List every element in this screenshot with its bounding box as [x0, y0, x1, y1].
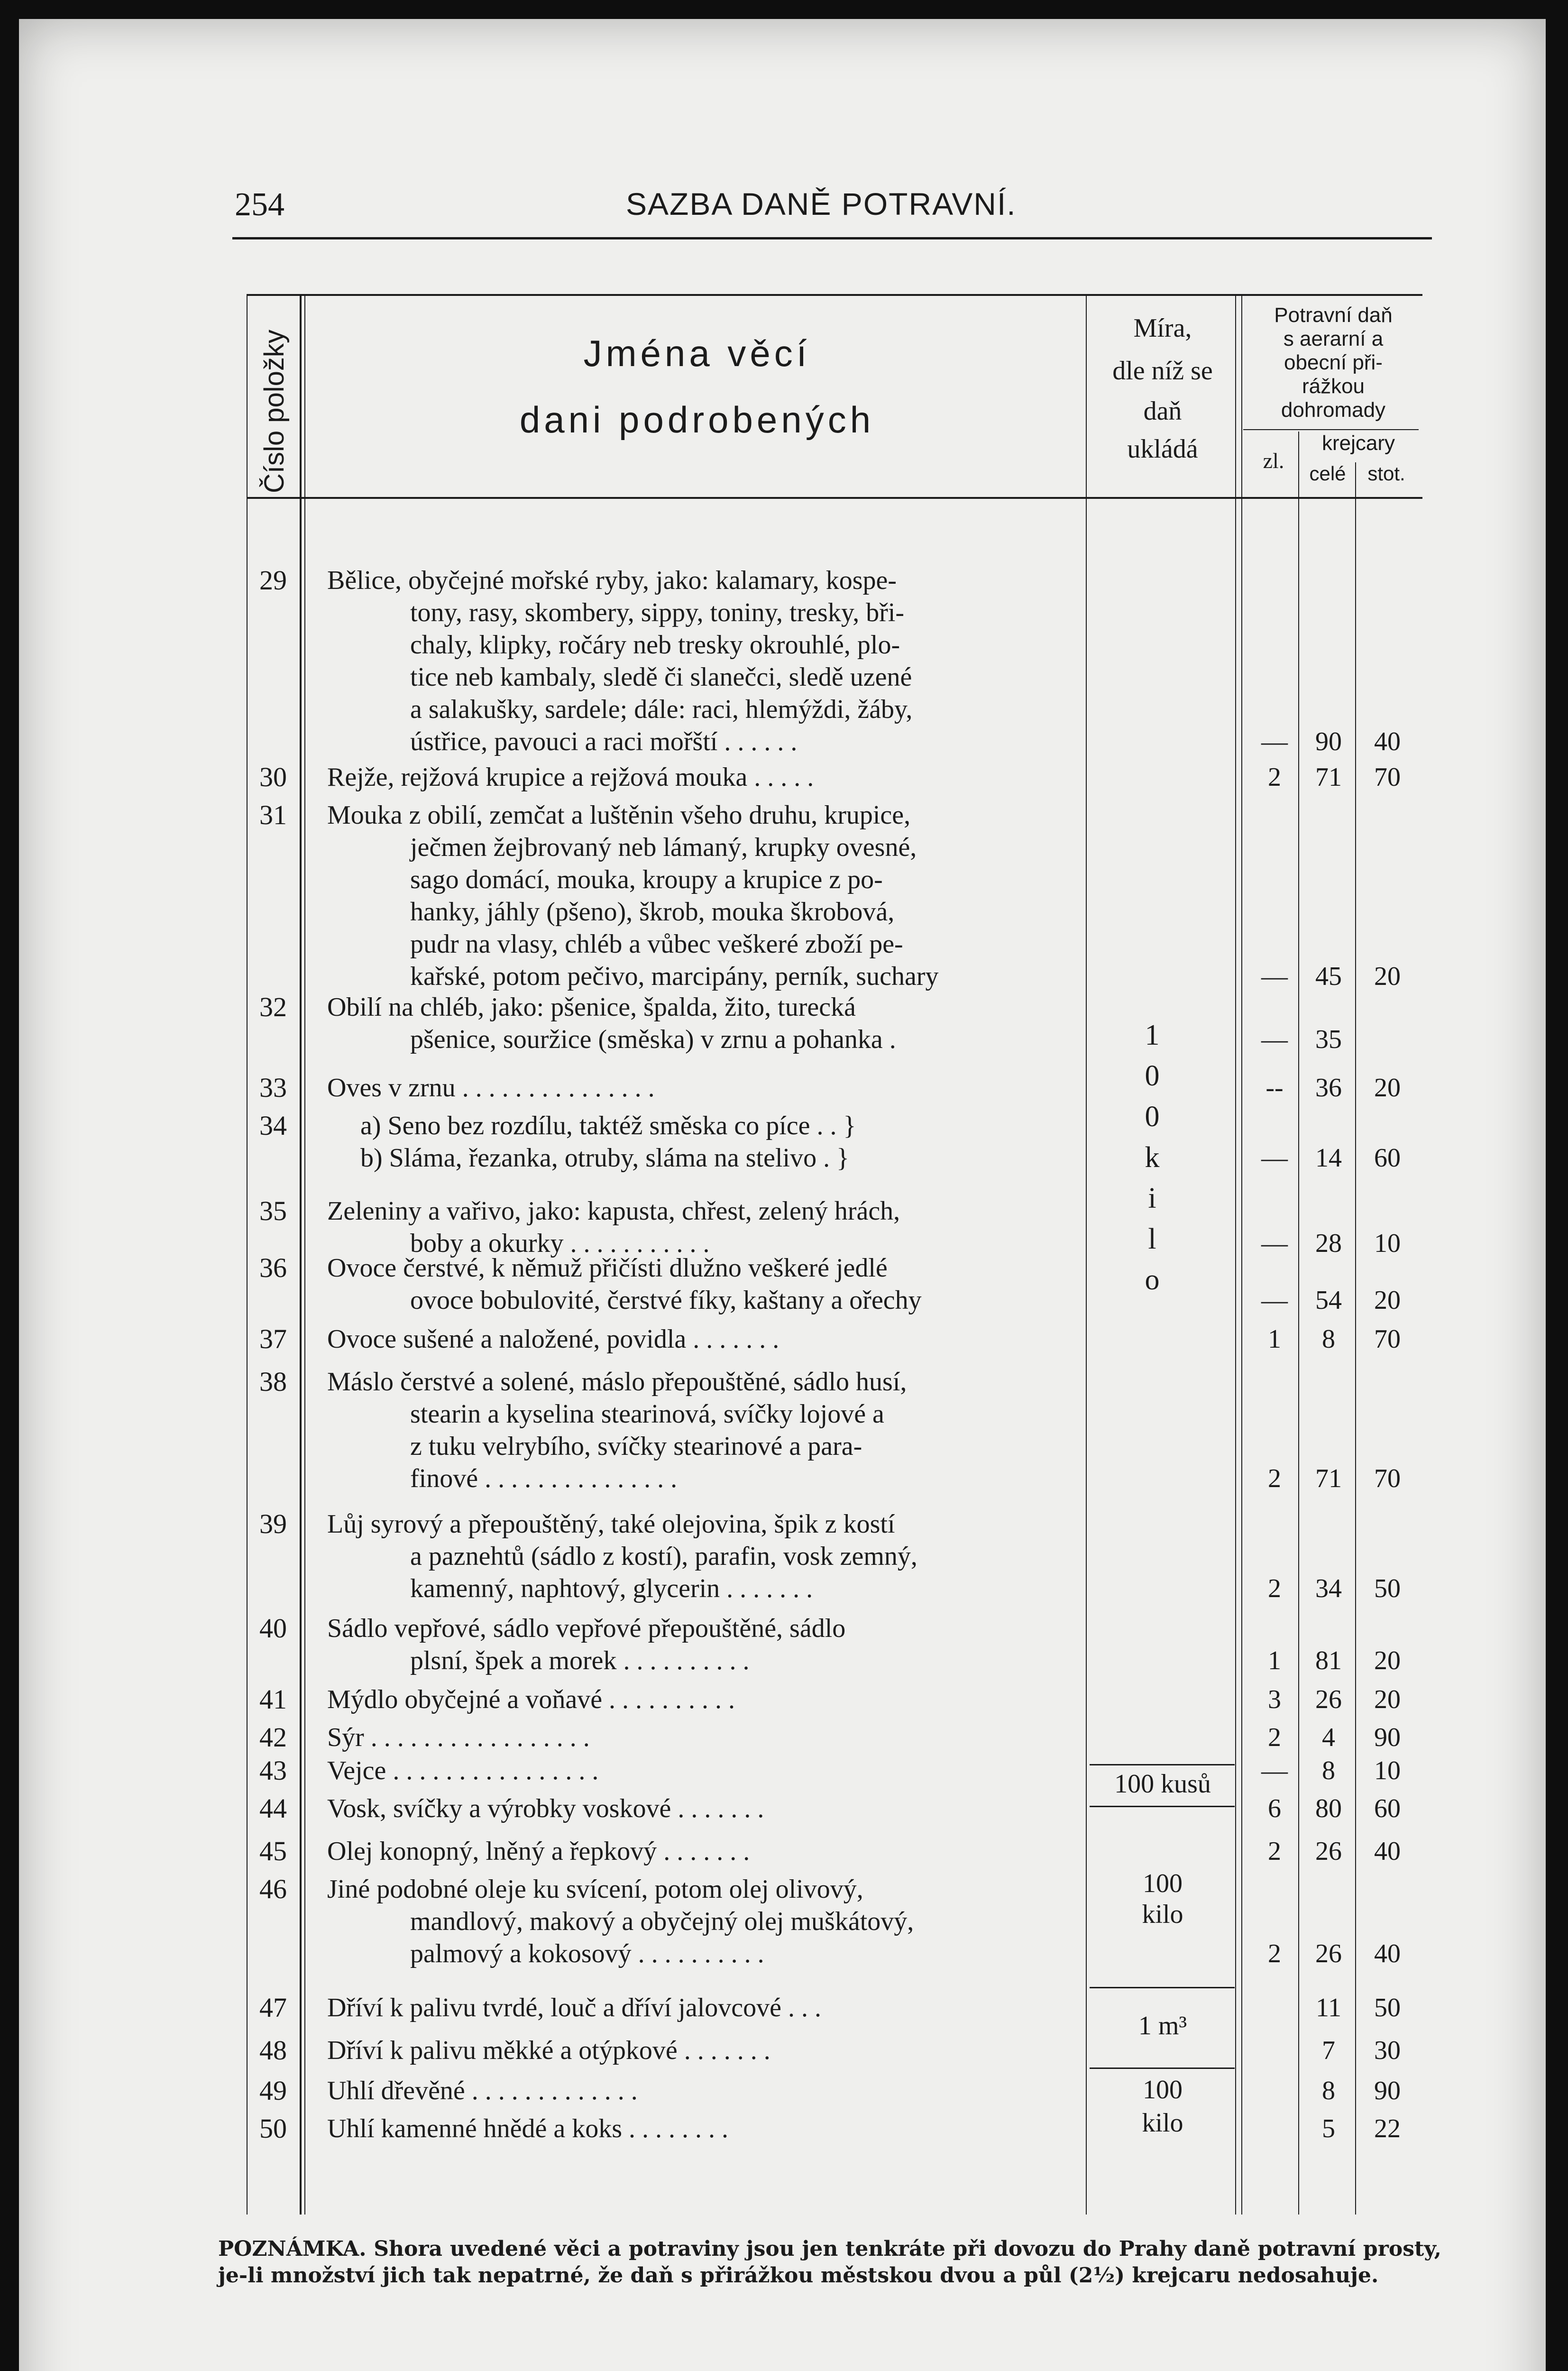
item-text-line: Vejce . . . . . . . . . . . . . . . . — [327, 1756, 599, 1785]
item-text-line: ovoce bobulovité, čerstvé fíky, kaštany a ořechy — [410, 1286, 922, 1315]
measure-100: 100 — [1143, 1869, 1183, 1898]
table-row — [247, 1366, 1422, 1495]
tax-kr-value: 36 — [1315, 1073, 1342, 1103]
table-row — [247, 1110, 1422, 1174]
tax-zl-value: -- — [1265, 1073, 1284, 1103]
item-text-line: pšenice, souržice (směska) v zrnu a pohanka . — [410, 1025, 896, 1054]
tax-zl-value: 2 — [1268, 763, 1281, 792]
tax-zl-value: 2 — [1268, 1939, 1281, 1968]
tax-col-krejcary: krejcary — [1321, 432, 1395, 455]
table-row — [247, 1252, 1422, 1316]
measure-100: 100 — [1143, 2075, 1183, 2104]
tax-zl-value: — — [1261, 1025, 1288, 1054]
item-number: 40 — [259, 1613, 287, 1644]
measure-char: 1 — [1145, 1019, 1160, 1051]
measure-char: o — [1145, 1264, 1160, 1296]
item-number: 30 — [259, 762, 287, 792]
table-row — [247, 1683, 1422, 1716]
item-text-line: ječmen žejbrovaný neb lámaný, krupky ovesné, — [410, 833, 917, 862]
item-text-line: palmový a kokosový . . . . . . . . . . — [410, 1939, 764, 1968]
item-number: 45 — [259, 1836, 287, 1866]
item-text-line: hanky, jáhly (pšeno), škrob, mouka škrobová, — [410, 897, 895, 927]
item-text-line: stearin a kyselina stearinová, svíčky lojové a — [410, 1399, 884, 1429]
item-number: 32 — [259, 992, 287, 1022]
table-row — [247, 2113, 1422, 2145]
tax-zl-value: 2 — [1268, 1574, 1281, 1603]
tax-zl-value: 2 — [1268, 1723, 1281, 1752]
item-text-line: Jiné podobné oleje ku svícení, potom olej olivový, — [327, 1875, 863, 1904]
item-text-line: Olej konopný, lněný a řepkový . . . . . . . — [327, 1837, 750, 1866]
tax-kr-value: 45 — [1315, 962, 1342, 991]
tax-kr-value: 8 — [1322, 1756, 1335, 1785]
tax-zl-value: — — [1261, 1229, 1288, 1258]
footnote: POZNÁMKA. Shora uvedené věci a potraviny jsou jen tenkráte při dovozu do Prahy daně potravní prosty, je-li množství jich tak nepatrné, že daň s přirážkou městskou dvou a půl (2½) krejcaru nedosahuje. — [218, 2237, 1441, 2288]
tax-st-value: 50 — [1374, 1993, 1401, 2022]
tax-header-l3: obecní při- — [1284, 351, 1383, 374]
table-row — [247, 1195, 1422, 1259]
tax-kr-value: 54 — [1315, 1286, 1342, 1315]
page-number: 254 — [235, 186, 284, 223]
tax-st-value: 40 — [1374, 1837, 1401, 1866]
names-header-line2: dani podrobených — [519, 399, 875, 441]
item-text-line: Ovoce sušené a naložené, povidla . . . . . . . — [327, 1324, 779, 1354]
item-number: 39 — [259, 1508, 287, 1539]
item-text-line: chaly, klipky, ročáry neb tresky okrouhlé, plo- — [410, 630, 900, 660]
tax-zl-value: — — [1261, 1143, 1288, 1173]
table-row — [247, 1755, 1422, 1787]
item-text-line: plsní, špek a morek . . . . . . . . . . — [410, 1646, 750, 1675]
table-row — [247, 1873, 1422, 1970]
measure-header-l3: daň — [1143, 396, 1182, 426]
tax-zl-value: — — [1261, 727, 1288, 756]
item-text-line: Mýdlo obyčejné a voňavé . . . . . . . . . . — [327, 1685, 735, 1714]
item-text-line: Uhlí kamenné hnědé a koks . . . . . . . . — [327, 2114, 729, 2143]
tax-header-l4: rážkou — [1302, 375, 1365, 398]
tax-st-value: 60 — [1374, 1794, 1401, 1823]
measure-char: i — [1148, 1182, 1156, 1214]
measure-kilo: kilo — [1142, 1900, 1183, 1929]
page-paper — [19, 19, 1546, 2371]
tax-header-l1: Potravní daň — [1274, 303, 1393, 327]
tax-header-l5: dohromady — [1281, 398, 1386, 422]
tax-header-rule — [1243, 429, 1419, 430]
item-number: 44 — [259, 1793, 287, 1824]
tax-kr-value: 81 — [1315, 1646, 1342, 1675]
item-text-line: z tuku velrybího, svíčky stearinové a para- — [410, 1432, 862, 1461]
item-text-line: Rejže, rejžová krupice a rejžová mouka . . . . . — [327, 763, 814, 792]
measure-rule — [1090, 2068, 1235, 2069]
tax-kr-value: 8 — [1322, 1324, 1335, 1354]
tax-kr-value: 5 — [1322, 2114, 1335, 2143]
item-number: 29 — [259, 565, 287, 596]
tax-st-value: 10 — [1374, 1229, 1401, 1258]
tax-kr-value: 34 — [1315, 1574, 1342, 1603]
measure-header-l1: Míra, — [1133, 313, 1192, 343]
item-text-line: Ovoce čerstvé, k němuž přičísti dlužno veškeré jedlé — [327, 1253, 888, 1283]
names-header-line1: Jména věcí — [583, 332, 811, 374]
item-text-line: pudr na vlasy, chléb a vůbec veškeré zboží pe- — [410, 929, 903, 959]
table-row — [247, 564, 1422, 758]
measure-header-l2: dle níž se — [1112, 356, 1213, 386]
item-text-line: Dříví k palivu měkké a otýpkové . . . . . . . — [327, 2036, 770, 2065]
tax-kr-value: 35 — [1315, 1025, 1342, 1054]
item-text-line: Lůj syrový a přepouštěný, také olejovina, špik z kostí — [327, 1509, 895, 1539]
tax-kr-value: 7 — [1322, 2036, 1335, 2065]
measure-100-kusu: 100 kusů — [1114, 1769, 1211, 1799]
tax-zl-value: — — [1261, 1756, 1288, 1785]
table-row — [247, 1508, 1422, 1605]
tax-kr-value: 80 — [1315, 1794, 1342, 1823]
tax-header-l2: s aerarní a — [1283, 327, 1384, 350]
item-text-line: kařské, potom pečivo, marcipány, perník, suchary — [410, 962, 939, 991]
tax-st-value: 20 — [1374, 1286, 1401, 1315]
item-text-line: Sýr . . . . . . . . . . . . . . . . . — [327, 1723, 590, 1752]
tax-st-value: 70 — [1374, 1324, 1401, 1354]
table-row — [247, 1835, 1422, 1867]
item-number: 35 — [259, 1195, 287, 1226]
item-text-line: tice neb kambaly, sledě či slanečci, sledě uzené — [410, 662, 912, 692]
item-text-line: a salakušky, sardele; dále: raci, hlemýždi, žáby, — [410, 695, 913, 724]
item-text-line: Uhlí dřevěné . . . . . . . . . . . . . — [327, 2076, 638, 2105]
tax-st-value: 60 — [1374, 1143, 1401, 1173]
item-text-line: mandlový, makový a obyčejný olej muškátový, — [410, 1907, 914, 1936]
measure-rule — [1090, 1987, 1235, 1988]
measure-kilo: kilo — [1142, 2108, 1183, 2138]
item-number: 49 — [259, 2075, 287, 2106]
tax-st-value: 20 — [1374, 1073, 1401, 1103]
tax-zl-value: 3 — [1268, 1685, 1281, 1714]
tax-kr-value: 71 — [1315, 1464, 1342, 1493]
item-text-line: Vosk, svíčky a výrobky voskové . . . . . . . — [327, 1794, 764, 1823]
tax-st-value: 70 — [1374, 1464, 1401, 1493]
item-text-line: Sádlo vepřové, sádlo vepřové přepouštěné, sádlo — [327, 1614, 846, 1643]
tax-zl-value: 1 — [1268, 1324, 1281, 1354]
tax-st-value: 90 — [1374, 2076, 1401, 2105]
item-text-line: sago domácí, mouka, kroupy a krupice z po- — [410, 865, 883, 894]
measure-char: k — [1145, 1141, 1160, 1174]
table-row — [247, 761, 1422, 793]
table-row — [247, 1612, 1422, 1677]
tax-kr-value: 90 — [1315, 727, 1342, 756]
tax-st-value: 20 — [1374, 1685, 1401, 1714]
tax-kr-value: 4 — [1322, 1723, 1335, 1752]
tax-st-value: 22 — [1374, 2114, 1401, 2143]
item-text-line: kamenný, naphtový, glycerin . . . . . . . — [410, 1574, 813, 1603]
table-row — [247, 1323, 1422, 1355]
tax-zl-value: — — [1261, 1286, 1288, 1315]
item-text-line: b) Sláma, řezanka, otruby, sláma na stelivo . } — [360, 1143, 849, 1173]
measure-char: l — [1148, 1223, 1156, 1255]
tax-st-value: 50 — [1374, 1574, 1401, 1603]
item-number: 43 — [259, 1755, 287, 1786]
item-text-line: Zeleniny a vařivo, jako: kapusta, chřest, zelený hrách, — [327, 1196, 900, 1226]
item-text-line: Dříví k palivu tvrdé, louč a dříví jalovcové . . . — [327, 1993, 821, 2022]
measure-header-l4: ukládá — [1127, 434, 1198, 464]
tax-kr-value: 26 — [1315, 1685, 1342, 1714]
tax-kr-value: 26 — [1315, 1939, 1342, 1968]
tax-st-value: 70 — [1374, 763, 1401, 792]
measure-char: 0 — [1145, 1060, 1160, 1092]
tax-col-zl: zl. — [1263, 449, 1284, 473]
table-row — [247, 2034, 1422, 2067]
measure-m3: 1 m³ — [1138, 2011, 1187, 2040]
tax-col-cele: celé — [1309, 462, 1346, 485]
item-number: 47 — [259, 1992, 287, 2023]
measure-100-kilo-vertical — [1133, 1015, 1171, 1300]
tax-kr-value: 28 — [1315, 1229, 1342, 1258]
item-text-line: Oves v zrnu . . . . . . . . . . . . . . . — [327, 1073, 655, 1103]
item-number: 37 — [259, 1323, 287, 1354]
item-number: 41 — [259, 1684, 287, 1715]
tax-kr-value: 14 — [1315, 1143, 1342, 1173]
item-number: 38 — [259, 1366, 287, 1397]
item-number: 50 — [259, 2113, 287, 2144]
table-row — [247, 2075, 1422, 2107]
measure-char: 0 — [1145, 1101, 1160, 1133]
measure-rule — [1090, 1806, 1235, 1807]
table-row — [247, 1072, 1422, 1104]
tax-st-value: 10 — [1374, 1756, 1401, 1785]
item-text-line: ústřice, pavouci a raci mořští . . . . . . — [410, 727, 798, 756]
item-number: 31 — [259, 800, 287, 830]
table-row — [247, 799, 1422, 993]
item-text-line: boby a okurky . . . . . . . . . . . — [410, 1229, 710, 1258]
tax-st-value: 30 — [1374, 2036, 1401, 2065]
item-number: 34 — [259, 1110, 287, 1141]
item-text-line: Bělice, obyčejné mořské ryby, jako: kalamary, kospe- — [327, 566, 897, 595]
table-row — [247, 991, 1422, 1056]
tax-zl-value: 1 — [1268, 1646, 1281, 1675]
item-text-line: finové . . . . . . . . . . . . . . . — [410, 1464, 678, 1493]
item-text-line: Mouka z obilí, zemčat a luštěnin všeho druhu, krupice, — [327, 800, 911, 830]
tax-zl-value: 2 — [1268, 1837, 1281, 1866]
table-row — [247, 1992, 1422, 2024]
item-number: 33 — [259, 1072, 287, 1103]
tax-st-value: 20 — [1374, 1646, 1401, 1675]
item-number: 36 — [259, 1252, 287, 1283]
header-rule — [232, 237, 1432, 239]
running-title: SAZBA DANĚ POTRAVNÍ. — [626, 186, 1017, 221]
item-text-line: a) Seno bez rozdílu, taktéž směska co píce . . } — [360, 1111, 856, 1140]
item-number: 42 — [259, 1722, 287, 1753]
tax-st-value: 20 — [1374, 962, 1401, 991]
tax-kr-value: 11 — [1316, 1993, 1341, 2022]
table-row — [247, 1792, 1422, 1825]
tax-st-value: 40 — [1374, 727, 1401, 756]
tax-zl-value: 6 — [1268, 1794, 1281, 1823]
item-number: 48 — [259, 2035, 287, 2066]
item-text-line: Obilí na chléb, jako: pšenice, špalda, žito, turecká — [327, 993, 856, 1022]
item-text-line: tony, rasy, skombery, sippy, toniny, tresky, bři- — [410, 598, 905, 627]
table-top-rule — [247, 294, 1422, 296]
item-text-line: Máslo čerstvé a solené, máslo přepouštěné, sádlo husí, — [327, 1367, 907, 1397]
tax-kr-value: 8 — [1322, 2076, 1335, 2105]
tax-col-setiny: stot. — [1367, 462, 1405, 485]
tax-st-value: 90 — [1374, 1723, 1401, 1752]
tax-zl-value: 2 — [1268, 1464, 1281, 1493]
tax-st-value: 40 — [1374, 1939, 1401, 1968]
table-row — [247, 1721, 1422, 1754]
col-number-header: Číslo položky — [259, 330, 290, 493]
measure-rule — [1090, 1764, 1235, 1765]
tax-zl-value: — — [1261, 962, 1288, 991]
item-text-line: a paznehtů (sádlo z kostí), parafin, vosk zemný, — [410, 1542, 917, 1571]
header-bottom-rule — [247, 497, 1422, 499]
item-number: 46 — [259, 1874, 287, 1904]
tax-kr-value: 71 — [1315, 763, 1342, 792]
tax-kr-value: 26 — [1315, 1837, 1342, 1866]
